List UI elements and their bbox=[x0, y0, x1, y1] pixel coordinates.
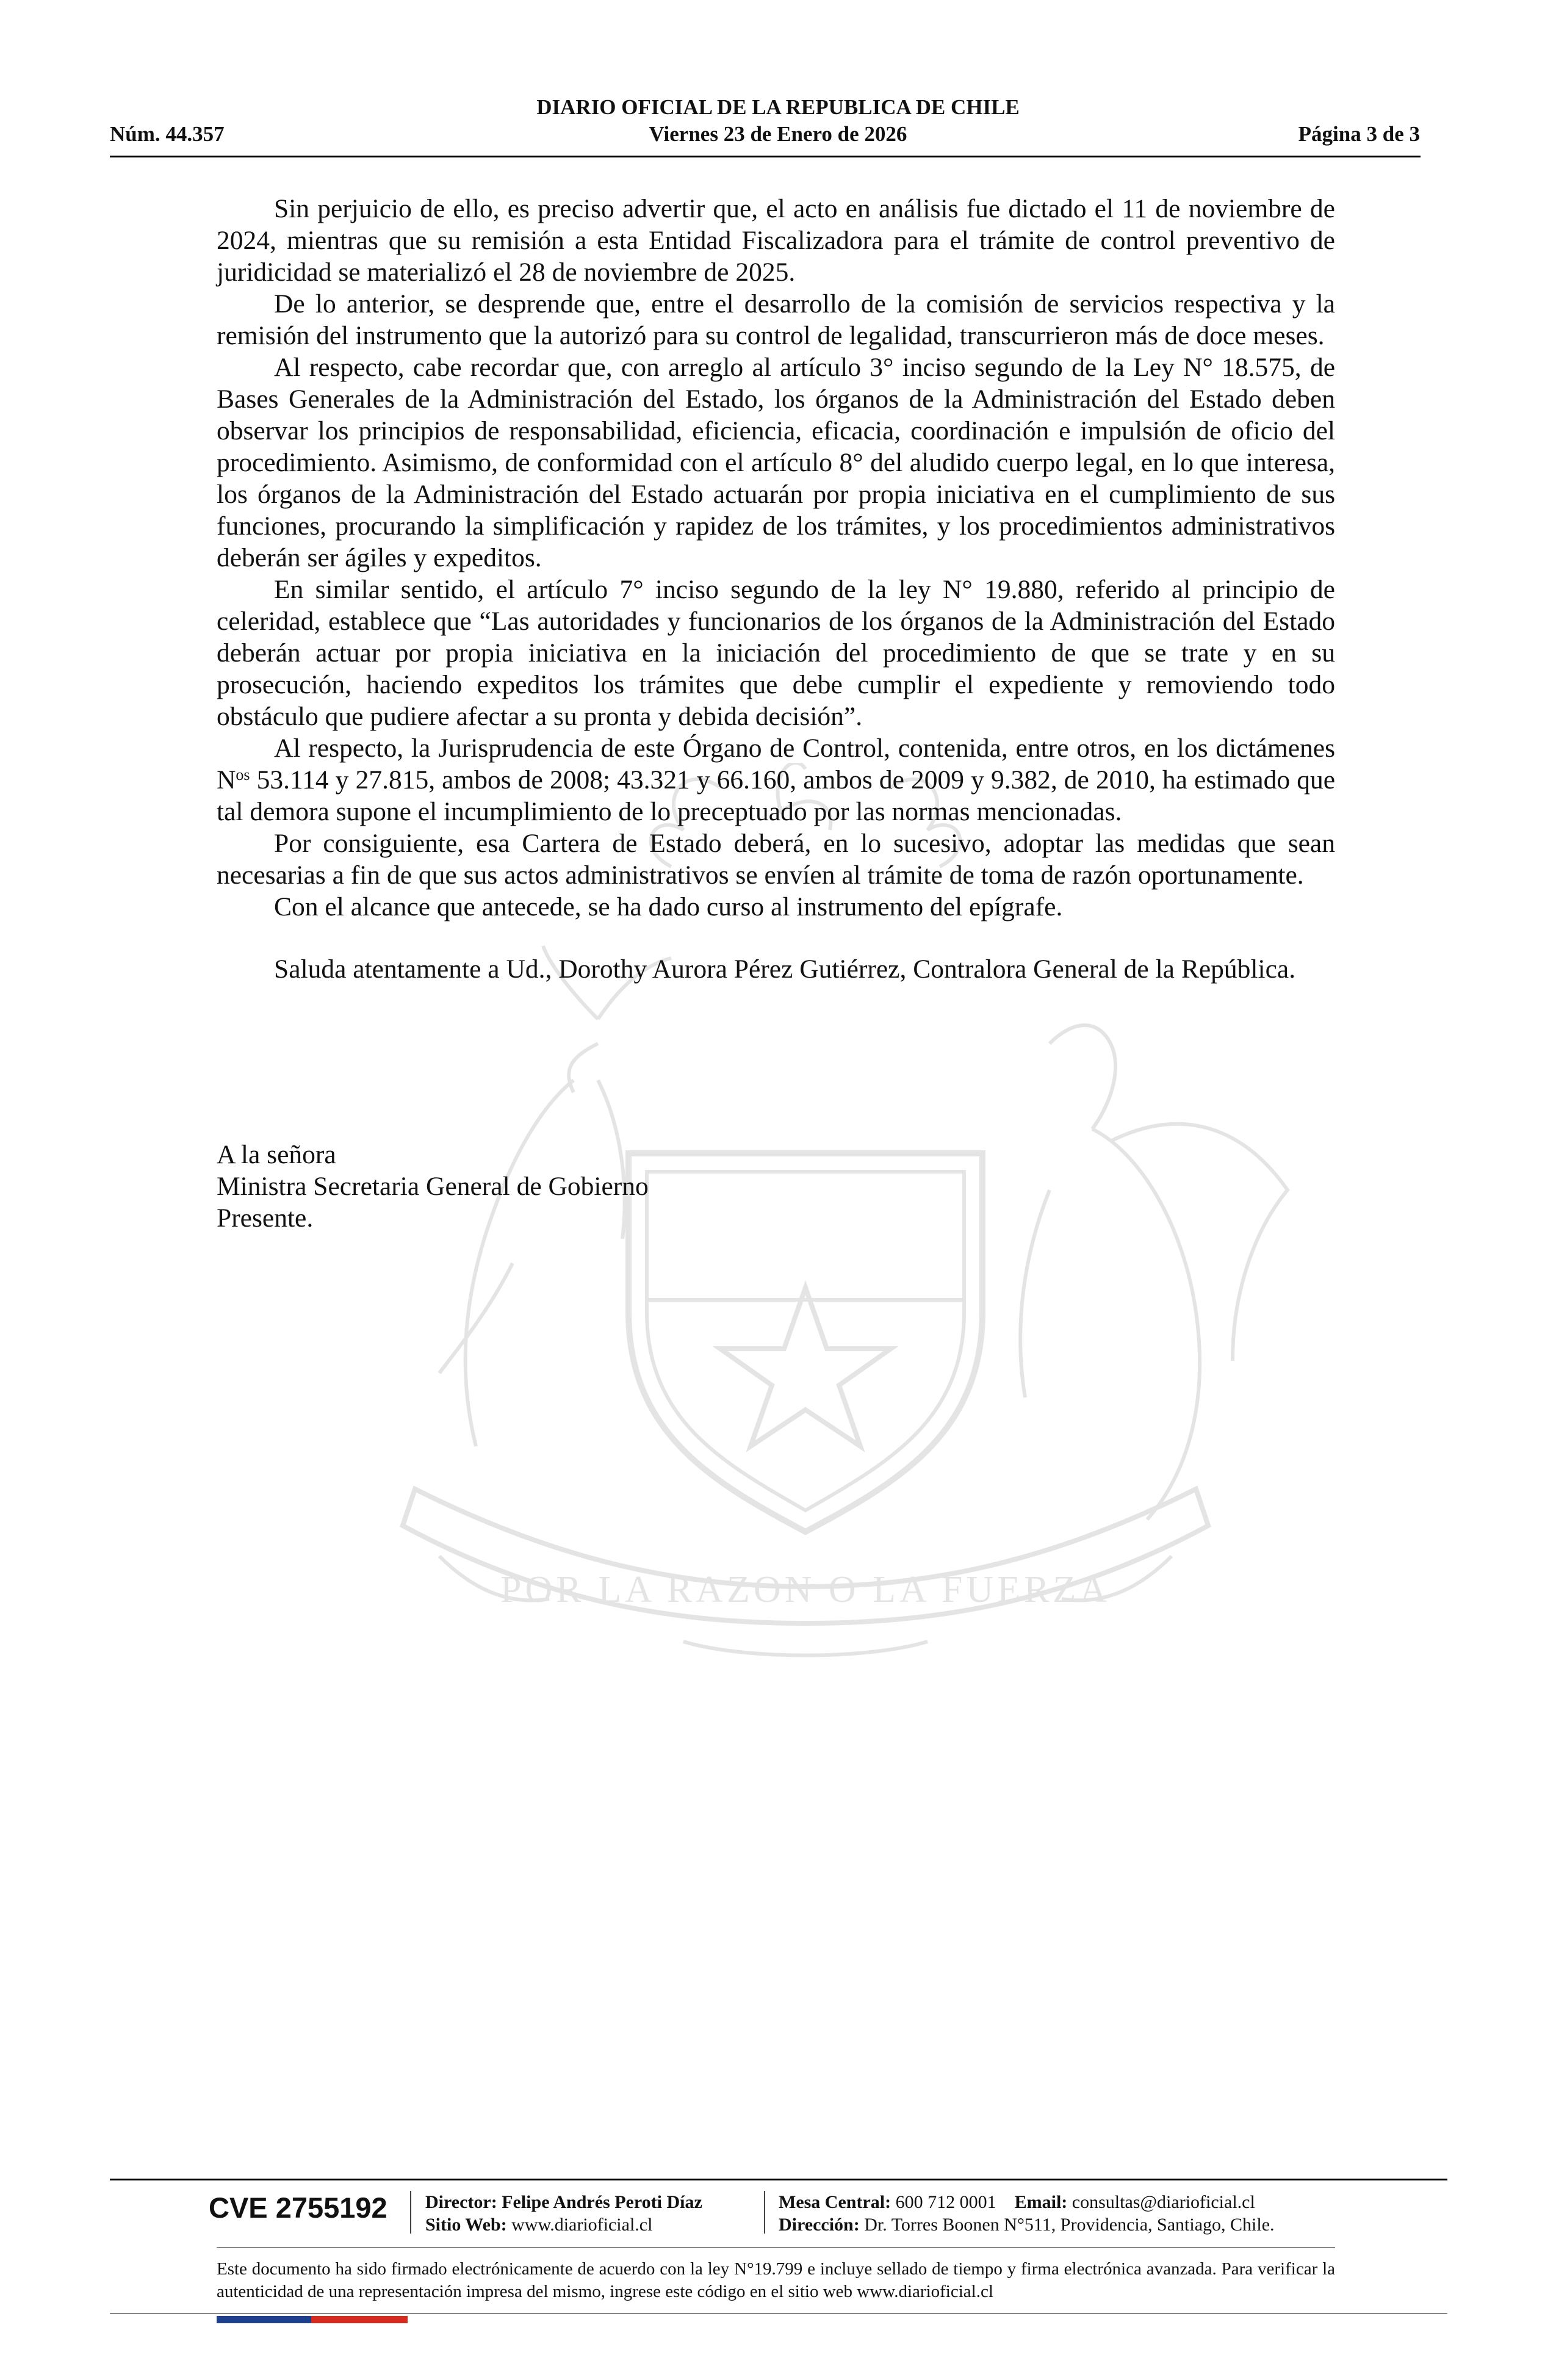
document-body bbox=[217, 193, 1335, 985]
address-line: Dirección: Dr. Torres Boonen N°511, Providencia, Santiago, Chile. bbox=[779, 2215, 1275, 2235]
footer-mid-rule bbox=[217, 2247, 1335, 2248]
cve-code: CVE 2755192 bbox=[209, 2191, 387, 2224]
recipient-block bbox=[217, 1139, 649, 1234]
paragraph-6: Por consiguiente, esa Cartera de Estado deberá, en lo sucesivo, adoptar las medidas que sean necesarias a fin de que sus actos administrativos se envíen al trámite de toma de razón oportunamente. bbox=[217, 829, 1335, 890]
issue-date: Viernes 23 de Enero de 2026 bbox=[649, 122, 907, 146]
email-link[interactable]: consultas@diarioficial.cl bbox=[1072, 2192, 1255, 2212]
paragraph-3: Al respecto, cabe recordar que, con arreglo al artículo 3° inciso segundo de la Ley N° 18.575, de Bases Generales de la Administración del Estado, los órganos de la Administración del Estado deben observar los principios de responsabilidad, eficiencia, eficacia, coordinación e impulsión de oficio del procedimiento. Asimismo, de conformidad con el artículo 8° del aludido cuerpo legal, en lo que interesa, los órganos de la Administración del Estado actuarán por propia iniciativa en el cumplimiento de sus funciones, procurando la simplificación y rapidez de los trámites, y los procedimientos administrativos deberán ser ágiles y expeditos. bbox=[217, 353, 1335, 572]
flag-bar-blue bbox=[217, 2316, 311, 2323]
header-rule bbox=[110, 156, 1421, 157]
director-line: Director: Felipe Andrés Peroti Díaz bbox=[425, 2192, 702, 2212]
website-link[interactable]: www.diarioficial.cl bbox=[511, 2215, 653, 2235]
paragraph-5: Al respecto, la Jurisprudencia de este Órgano de Control, contenida, entre otros, en los dictámenes $N^{os}$ 53.114 y 27.815, ambos de 2008; 43.321 y 66.160, ambos de 2009 y 9.382, de 2010, ha estimado que tal demora supone el incumplimiento de lo preceptuado por las normas mencionadas. bbox=[217, 734, 1335, 826]
recipient-line-3: Presente. bbox=[217, 1203, 314, 1233]
recipient-line-2: Ministra Secretaria General de Gobierno bbox=[217, 1172, 649, 1201]
page-indicator: Página 3 de 3 bbox=[1298, 122, 1420, 146]
closing-salutation: Saluda atentamente a Ud., Dorothy Aurora Pérez Gutiérrez, Contralora General de la República. bbox=[274, 954, 1296, 984]
footer-separator-1 bbox=[410, 2191, 411, 2234]
paragraph-4: En similar sentido, el artículo 7° inciso segundo de la ley N° 19.880, referido al principio de celeridad, establece que “Las autoridades y funcionarios de los órganos de la Administración del Estado deberán actuar por propia iniciativa en la iniciación del procedimiento de que se trate y en su prosecución, haciendo expeditos los trámites que debe cumplir el expediente y removiendo todo obstáculo que pudiere afectar a su pronta y debida decisión”. bbox=[217, 575, 1335, 731]
paragraph-1: Sin perjuicio de ello, es preciso advertir que, el acto en análisis fue dictado el 11 de noviembre de 2024, mientras que su remisión a esta Entidad Fiscalizadora para el trámite de control preventivo de juridicidad se materializó el 28 de noviembre de 2025. bbox=[217, 194, 1335, 287]
signature-note: Este documento ha sido firmado electrónicamente de acuerdo con la ley N°19.799 e incluye sellado de tiempo y firma electrónica avanzada. Para verificar la autenticidad de una representación impresa del mismo, ingrese este código en el sitio web www.diarioficial.cl bbox=[217, 2259, 1335, 2301]
recipient-line-1: A la señora bbox=[217, 1140, 336, 1169]
website-line: Sitio Web: www.diarioficial.cl bbox=[425, 2215, 653, 2235]
paragraph-7: Con el alcance que antecede, se ha dado curso al instrumento del epígrafe. bbox=[274, 892, 1063, 921]
paragraph-2: De lo anterior, se desprende que, entre el desarrollo de la comisión de servicios respectiva y la remisión del instrumento que la autorizó para su control de legalidad, transcurrieron más de doce meses. bbox=[217, 289, 1335, 350]
flag-bar-red bbox=[311, 2316, 408, 2323]
footer-top-rule bbox=[110, 2179, 1447, 2180]
contact-line: Mesa Central: 600 712 0001 Email: consultas@diarioficial.cl bbox=[779, 2192, 1255, 2212]
footer-bottom-rule bbox=[110, 2313, 1447, 2314]
newspaper-title: DIARIO OFICIAL DE LA REPUBLICA DE CHILE bbox=[536, 95, 1020, 119]
motto-text: POR LA RAZON O LA FUERZA bbox=[500, 1569, 1111, 1610]
footer-separator-2 bbox=[764, 2191, 765, 2234]
issue-number: Núm. 44.357 bbox=[110, 122, 225, 146]
